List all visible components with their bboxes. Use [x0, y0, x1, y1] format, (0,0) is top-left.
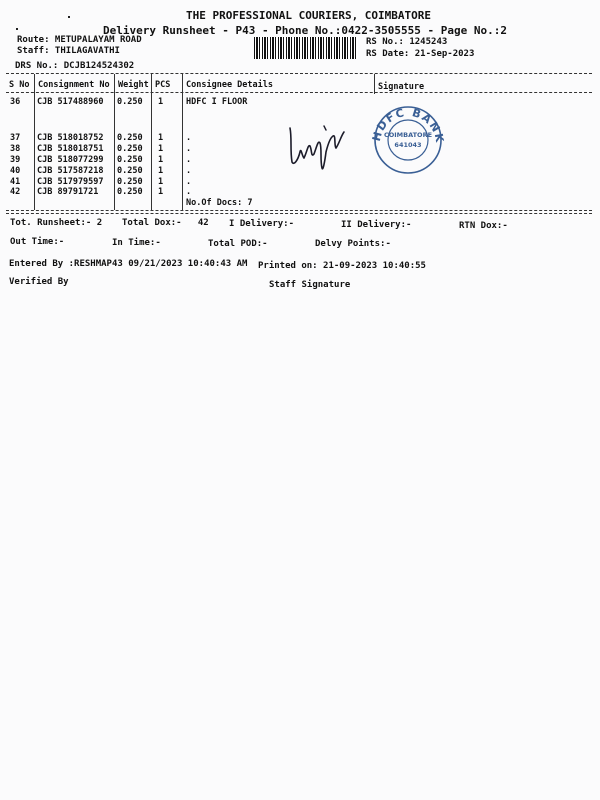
cell-consignment: CJB 518077299	[37, 155, 104, 165]
cell-weight: 0.250	[117, 187, 143, 197]
delvy-points: Delvy Points:-	[315, 239, 391, 249]
in-time: In Time:-	[112, 238, 161, 248]
cell-consignment: CJB 517979597	[37, 177, 104, 187]
stamp-graphic	[368, 100, 448, 176]
total-dox: Total Dox:- 42	[122, 218, 209, 228]
cell-pcs: 1	[158, 155, 164, 165]
col-divider	[151, 74, 152, 210]
stamp-code: 641043	[394, 141, 422, 149]
cell-pcs: 1	[158, 187, 164, 197]
out-time: Out Time:-	[10, 237, 65, 247]
header-bottom-border	[6, 92, 592, 93]
verified-by: Verified By	[9, 277, 69, 287]
cell-consignee: .	[186, 133, 192, 143]
cell-sno: 42	[10, 187, 21, 197]
col-header-sno: S No	[9, 80, 30, 90]
total-pod: Total POD:-	[208, 239, 268, 249]
col-header-weight: Weight	[118, 80, 149, 90]
cell-sno: 36	[10, 97, 21, 107]
company-title: THE PROFESSIONAL COURIERS, COIMBATORE	[186, 9, 432, 22]
cell-weight: 0.250	[117, 97, 143, 107]
col-divider	[182, 74, 183, 210]
cell-sno: 38	[10, 144, 21, 154]
handwritten-signature	[284, 116, 354, 172]
scan-speck	[68, 16, 70, 18]
cell-sno: 37	[10, 133, 21, 143]
cell-pcs: 1	[158, 177, 164, 187]
cell-sno: 39	[10, 155, 21, 165]
cell-consignee: .	[186, 187, 192, 197]
staff-signature: Staff Signature	[269, 280, 351, 290]
cell-pcs: 1	[158, 133, 164, 143]
cell-consignment: CJB 518018751	[37, 144, 104, 154]
cell-consignee: HDFC I FLOOR	[186, 97, 248, 107]
cell-sno: 41	[10, 177, 21, 187]
entered-by: Entered By :RESHMAP43 09/21/2023 10:40:43 AM	[9, 259, 248, 269]
table-bottom-border	[6, 213, 592, 214]
cell-sno: 40	[10, 166, 21, 176]
col-divider	[374, 74, 375, 94]
runsheet-subtitle: Delivery Runsheet - P43 - Phone No.:0422-3505555 - Page No.:2	[103, 24, 507, 37]
drs-number: DRS No.: DCJB124524302	[15, 61, 135, 71]
cell-consignment: CJB 517587218	[37, 166, 104, 176]
col-divider	[34, 74, 35, 210]
rs-date: RS Date: 21-Sep-2023	[366, 49, 475, 59]
no-of-docs: No.Of Docs: 7	[186, 198, 253, 208]
scan-speck	[16, 28, 18, 30]
cell-consignment: CJB 518018752	[37, 133, 104, 143]
cell-consignee: .	[186, 166, 192, 176]
stamp-top-text: HDFC BANK	[369, 105, 447, 145]
barcode	[254, 37, 358, 59]
route-label: Route: METUPALAYAM ROAD	[17, 35, 142, 45]
col-header-signature: Signature	[378, 82, 425, 92]
rs-number: RS No.: 1245243	[366, 37, 448, 47]
table-top-border	[6, 73, 592, 74]
cell-consignee: .	[186, 177, 192, 187]
cell-consignment: CJB 89791721	[37, 187, 99, 197]
cell-consignee: .	[186, 144, 192, 154]
ii-delivery: II Delivery:-	[341, 220, 412, 230]
col-header-pcs: PCS	[155, 80, 171, 90]
cell-weight: 0.250	[117, 177, 143, 187]
printed-on: Printed on: 21-09-2023 10:40:55	[258, 261, 426, 271]
col-header-consignment: Consignment No	[38, 80, 110, 90]
i-delivery: I Delivery:-	[229, 219, 295, 229]
table-bottom-border	[6, 210, 592, 211]
staff-label: Staff: THILAGAVATHI	[17, 46, 120, 56]
cell-weight: 0.250	[117, 133, 143, 143]
rtn-dox: RTN Dox:-	[459, 221, 508, 231]
col-header-consignee: Consignee Details	[186, 80, 273, 90]
cell-pcs: 1	[158, 144, 164, 154]
cell-consignment: CJB 517488960	[37, 97, 104, 107]
cell-consignee: .	[186, 155, 192, 165]
cell-weight: 0.250	[117, 155, 143, 165]
stamp-inner-text: COIMBATORE	[383, 131, 433, 139]
tot-runsheet: Tot. Runsheet:- 2	[10, 218, 103, 228]
cell-weight: 0.250	[117, 144, 143, 154]
cell-weight: 0.250	[117, 166, 143, 176]
cell-pcs: 1	[158, 97, 164, 107]
cell-pcs: 1	[158, 166, 164, 176]
bank-stamp	[368, 100, 448, 176]
col-divider	[114, 74, 115, 210]
